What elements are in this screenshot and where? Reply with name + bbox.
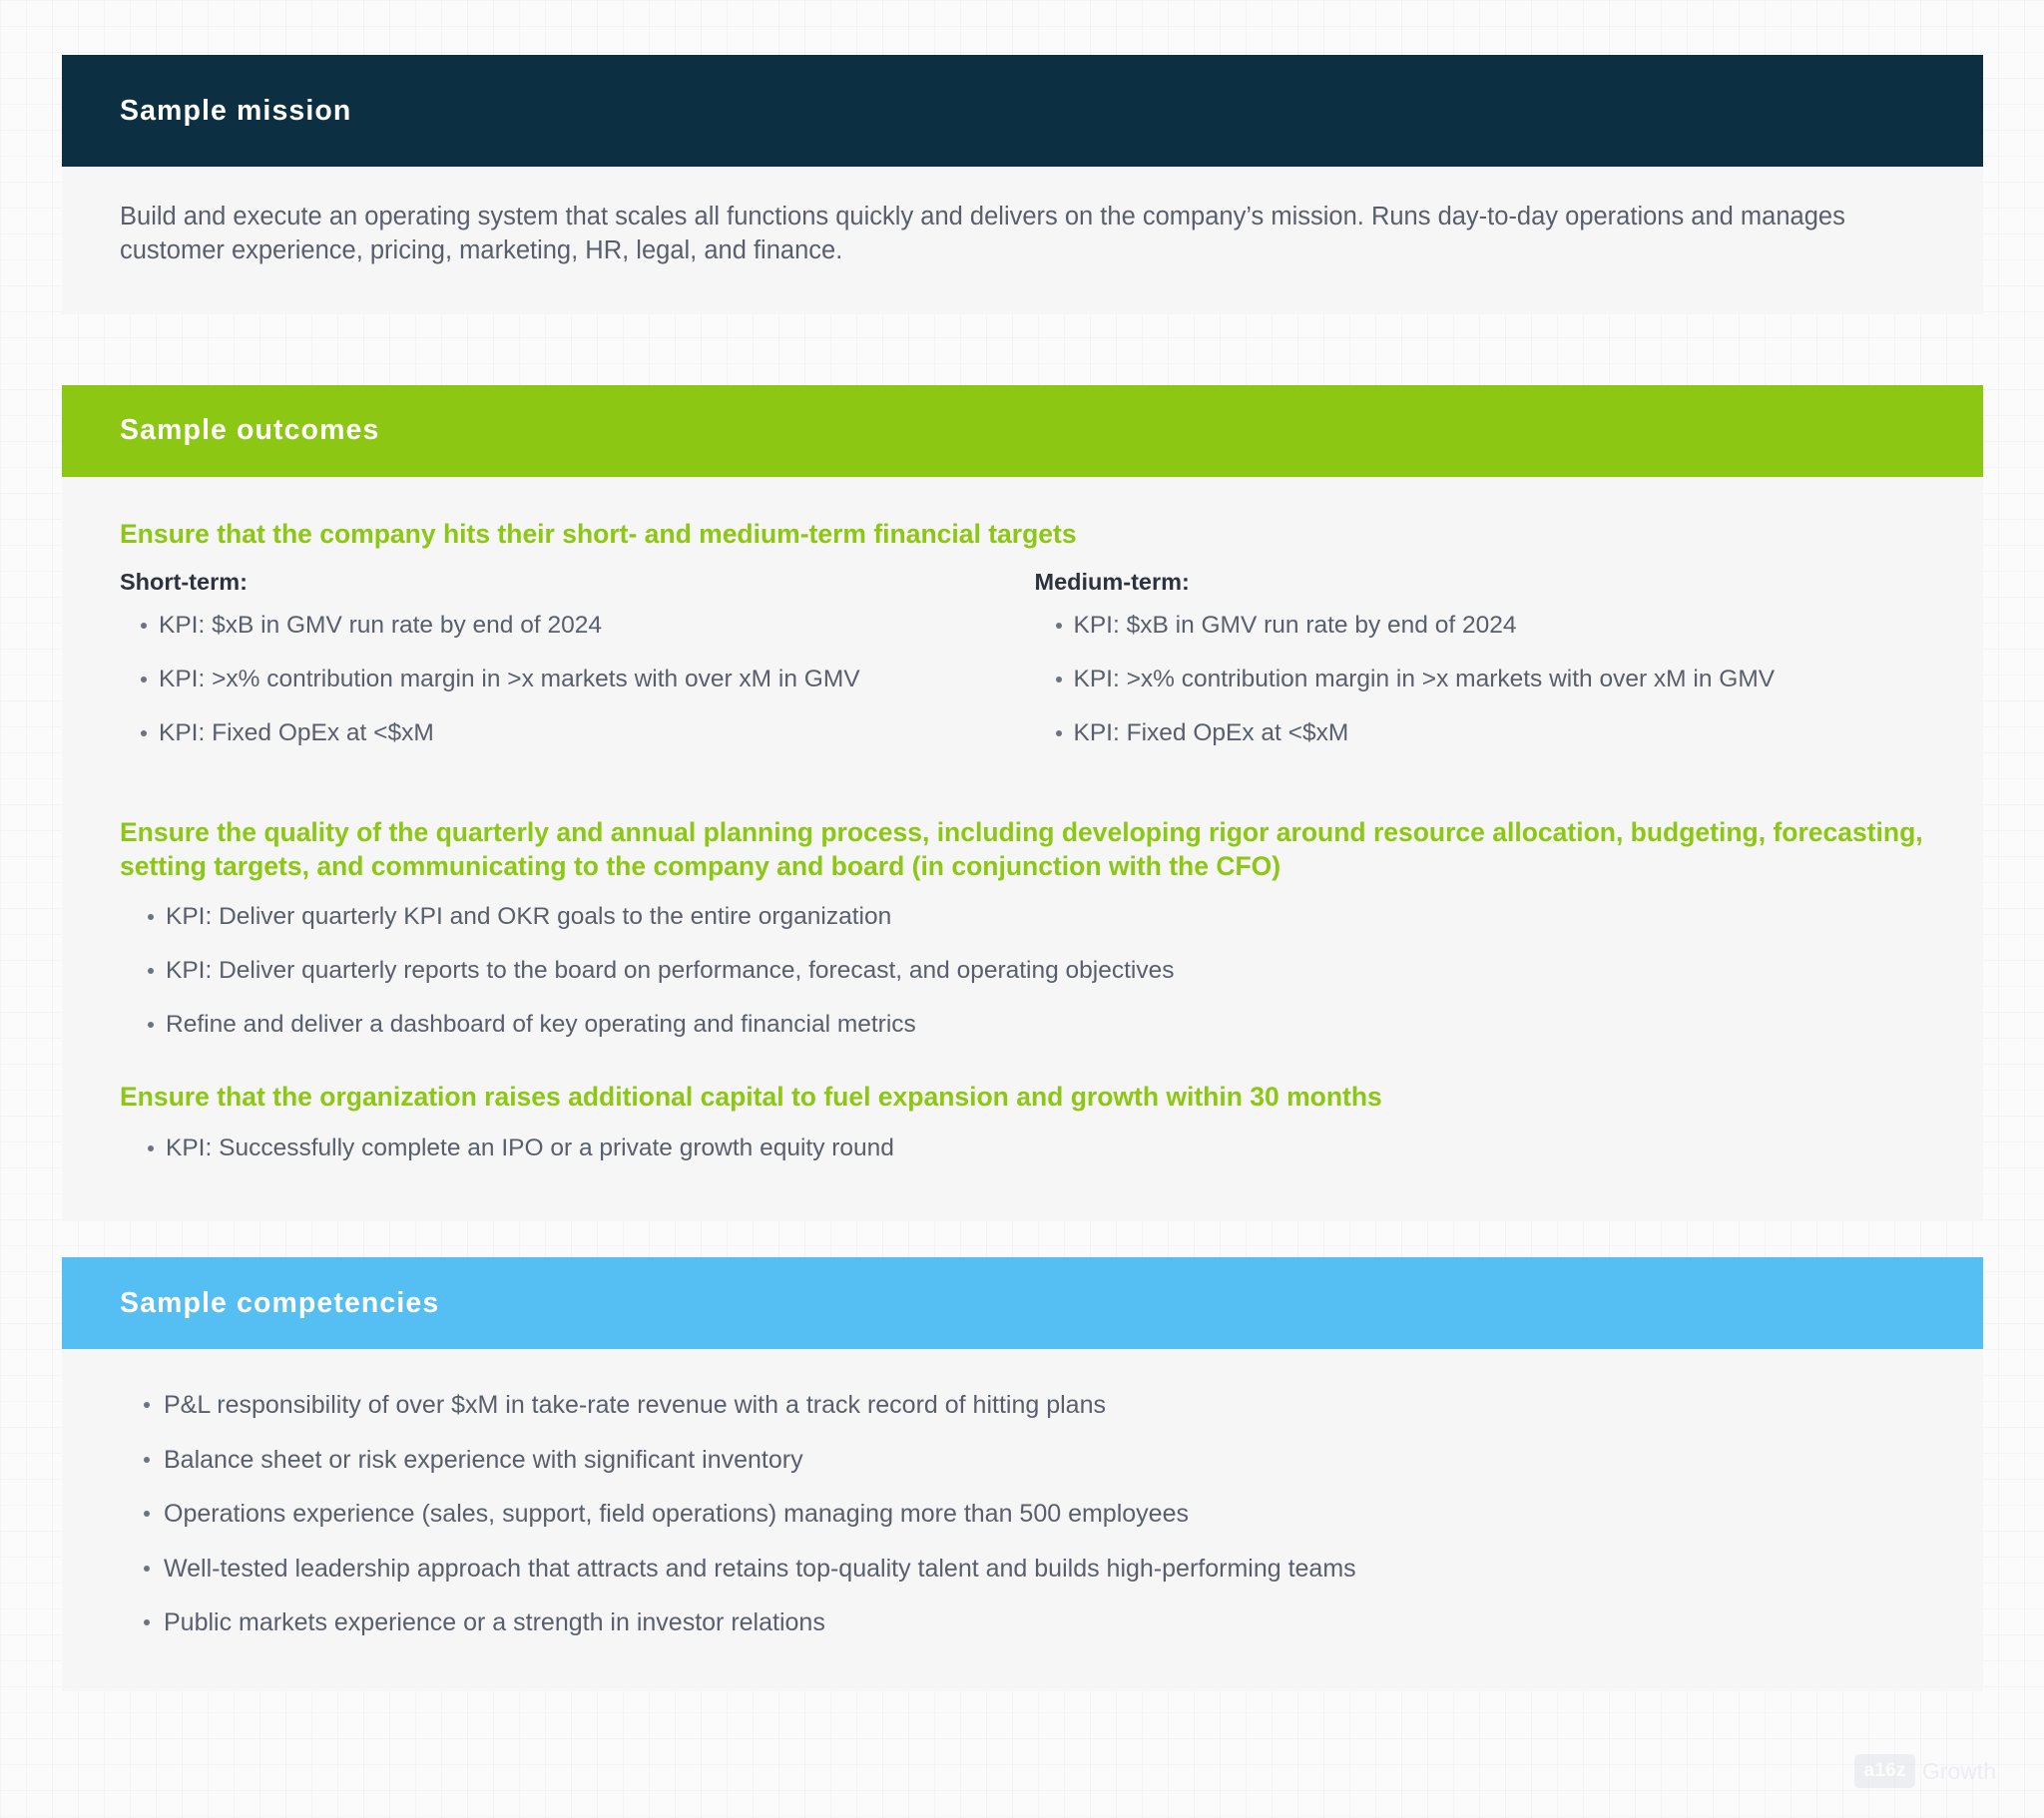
list-item: KPI: Fixed OpEx at <$xM — [120, 717, 1023, 749]
outcome-group-financial-targets — [120, 517, 1925, 775]
list-item: Operations experience (sales, support, field operations) managing more than 500 employees — [120, 1498, 1925, 1531]
list-item: KPI: Deliver quarterly reports to the board on performance, forecast, and operating objectives — [120, 955, 1925, 987]
section-title-competencies: Sample competencies — [120, 1286, 440, 1319]
list-item: KPI: $xB in GMV run rate by end of 2024 — [120, 610, 1023, 642]
kpi-list-short — [120, 610, 1023, 749]
section-header-mission — [62, 55, 1983, 167]
term-column-medium — [1023, 569, 1926, 749]
kpi-list-capital — [120, 1133, 1925, 1164]
outcome-heading: Ensure the quality of the quarterly and annual planning process, including developing rigor around resource allocation, budgeting, forecasting, setting targets, and communicating to the company and board (in conjunction with the CFO) — [120, 816, 1923, 881]
outcome-heading: Ensure that the organization raises additional capital to fuel expansion and growth within 30 months — [120, 1082, 1382, 1113]
panel-outcomes — [62, 477, 1983, 1222]
term-columns — [120, 569, 1925, 749]
term-column-short — [120, 569, 1023, 749]
mission-body-text: Build and execute an operating system that scales all functions quickly and delivers on the company’s mission. Runs day-to-day operations and manages customer experience, pricing, marketing, HR, legal, and finance. — [120, 203, 1845, 264]
section-header-outcomes — [62, 385, 1983, 477]
section-title-outcomes: Sample outcomes — [120, 414, 380, 447]
section-header-competencies — [62, 1257, 1983, 1349]
list-item: KPI: Deliver quarterly KPI and OKR goals to the entire organization — [120, 901, 1925, 933]
list-item: Balance sheet or risk experience with significant inventory — [120, 1444, 1925, 1477]
list-item: Well-tested leadership approach that attracts and retains top-quality talent and builds high-performing teams — [120, 1553, 1925, 1586]
outcome-group-raise-capital — [120, 1080, 1925, 1163]
spacer — [120, 749, 1925, 775]
kpi-list-planning — [120, 901, 1925, 1041]
list-item: P&L responsibility of over $xM in take-rate revenue with a track record of hitting plans — [120, 1389, 1925, 1422]
list-item: KPI: Fixed OpEx at <$xM — [1035, 717, 1926, 749]
section-title-mission: Sample mission — [120, 94, 352, 127]
content-container — [62, 0, 1983, 1691]
list-item: Refine and deliver a dashboard of key operating and financial metrics — [120, 1009, 1925, 1041]
a16z-logo-wordmark: Growth — [1921, 1757, 1996, 1784]
term-label-medium: Medium-term: — [1034, 568, 1190, 595]
competency-list — [120, 1389, 1925, 1639]
outcome-heading: Ensure that the company hits their short- and medium-term financial targets — [120, 518, 1077, 549]
outcome-group-planning-process — [120, 815, 1925, 1041]
panel-competencies — [62, 1349, 1983, 1691]
list-item: KPI: Successfully complete an IPO or a private growth equity round — [120, 1133, 1925, 1164]
term-label-short: Short-term: — [120, 568, 248, 595]
list-item: KPI: >x% contribution margin in >x markets with over xM in GMV — [1035, 664, 1926, 695]
list-item: KPI: $xB in GMV run rate by end of 2024 — [1035, 610, 1926, 642]
list-item: Public markets experience or a strength in investor relations — [120, 1606, 1925, 1639]
a16z-logo-mark: a16z — [1854, 1754, 1914, 1788]
panel-mission — [62, 167, 1983, 314]
a16z-growth-logo — [1854, 1754, 1996, 1788]
list-item: KPI: >x% contribution margin in >x markets with over xM in GMV — [120, 664, 1023, 695]
kpi-list-medium — [1035, 610, 1926, 749]
